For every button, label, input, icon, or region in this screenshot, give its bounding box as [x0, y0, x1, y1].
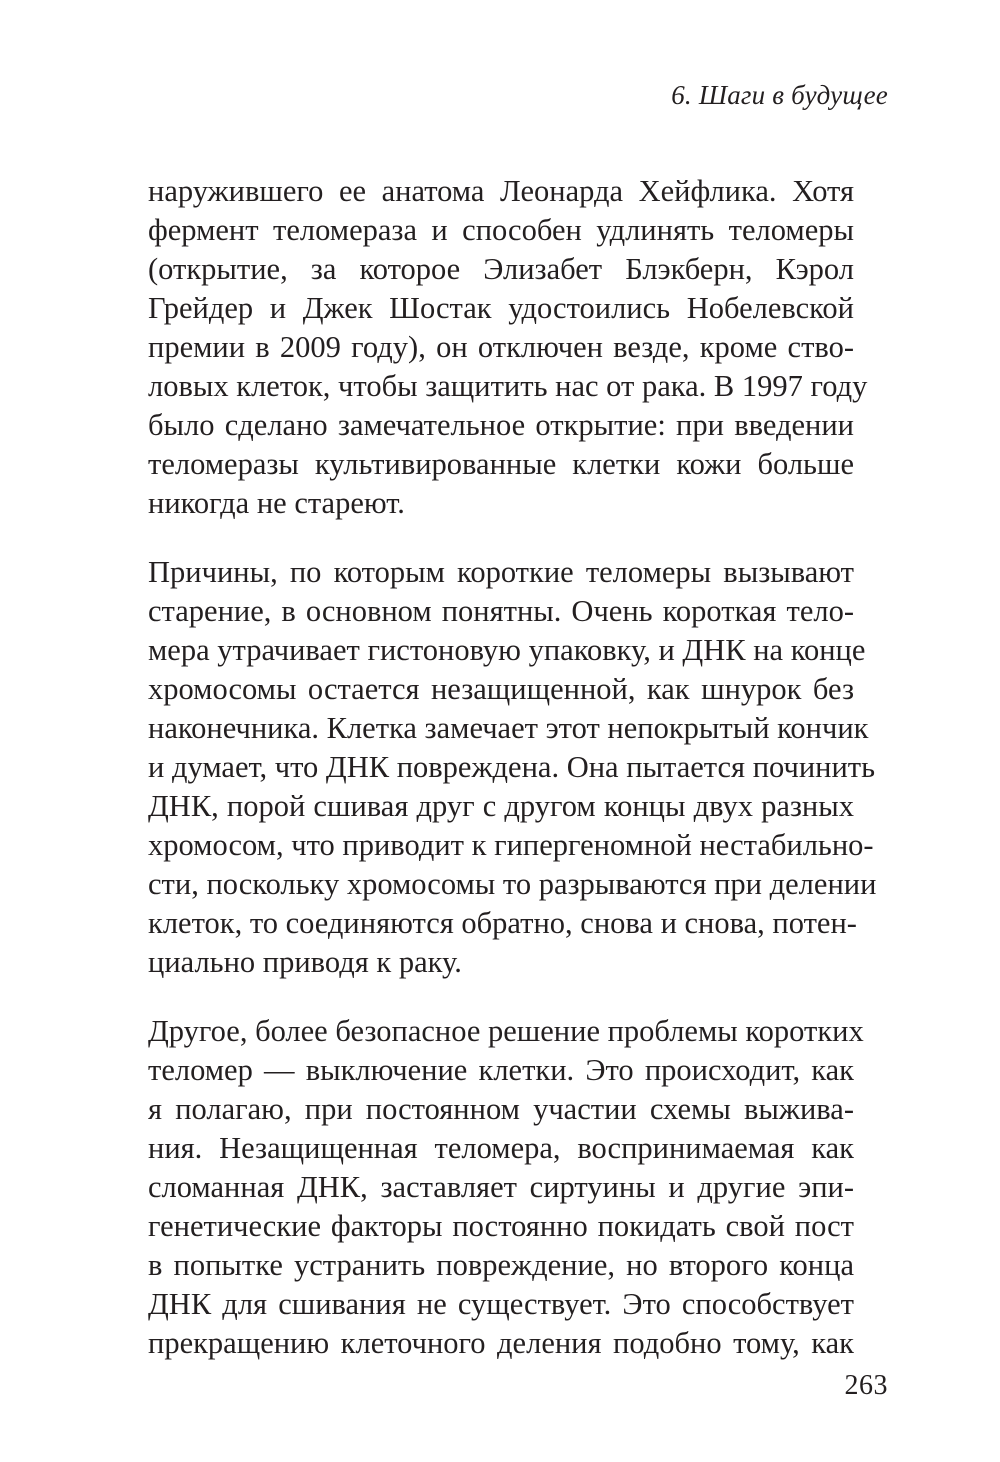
text-line: хромосомы остается незащищенной, как шнурок без: [148, 672, 854, 706]
paragraph-3: [148, 1012, 864, 1363]
running-head: 6. Шаги в будущее: [671, 80, 888, 110]
text-line: в попытке устранить повреждение, но второго конца: [148, 1248, 854, 1282]
text-line: ния. Незащищенная теломера, воспринимаемая как: [148, 1131, 854, 1165]
text-line: никогда не стареют.: [148, 486, 405, 520]
text-line: ловых клеток, чтобы защитить нас от рака. В 1997 году: [148, 369, 868, 403]
text-line: прекращению клеточного деления подобно тому, как: [148, 1326, 854, 1360]
text-line: старение, в основном понятны. Очень короткая тело-: [148, 594, 854, 628]
text-line: мера утрачивает гистоновую упаковку, и ДНК на конце: [148, 633, 866, 667]
text-line: фермент теломераза и способен удлинять теломеры: [148, 213, 854, 247]
text-line: наружившего ее анатома Леонарда Хейфлика. Хотя: [148, 174, 854, 208]
text-line: и думает, что ДНК повреждена. Она пытается починить: [148, 750, 876, 784]
page-number: 263: [844, 1370, 888, 1401]
text-line: я полагаю, при постоянном участии схемы выжива-: [148, 1092, 854, 1126]
text-line: циально приводя к раку.: [148, 945, 462, 979]
paragraph-1: [148, 172, 868, 523]
text-line: наконечника. Клетка замечает этот непокрытый кончик: [148, 711, 869, 745]
paragraph-2: [148, 553, 877, 982]
body-text: [148, 172, 877, 1363]
text-line: Причины, по которым короткие теломеры вызывают: [148, 555, 854, 589]
text-line: теломер — выключение клетки. Это происходит, как: [148, 1053, 854, 1087]
text-line: клеток, то соединяются обратно, снова и снова, потен-: [148, 906, 857, 940]
text-line: было сделано замечательное открытие: при введении: [148, 408, 854, 442]
text-line: Грейдер и Джек Шостак удостоились Нобелевской: [148, 291, 854, 325]
text-line: генетические факторы постоянно покидать свой пост: [148, 1209, 854, 1243]
text-line: ДНК, порой сшивая друг с другом концы двух разных: [148, 789, 854, 823]
text-line: сти, поскольку хромосомы то разрываются при делении: [148, 867, 877, 901]
text-line: ДНК для сшивания не существует. Это способствует: [148, 1287, 854, 1321]
text-line: сломанная ДНК, заставляет сиртуины и другие эпи-: [148, 1170, 854, 1204]
text-line: теломеразы культивированные клетки кожи больше: [148, 447, 854, 481]
text-line: (открытие, за которое Элизабет Блэкберн, Кэрол: [148, 252, 854, 286]
text-line: хромосом, что приводит к гипергеномной нестабильно-: [148, 828, 874, 862]
text-line: премии в 2009 году), он отключен везде, кроме ство-: [148, 330, 854, 364]
text-line: Другое, более безопасное решение проблемы коротких: [148, 1014, 864, 1048]
